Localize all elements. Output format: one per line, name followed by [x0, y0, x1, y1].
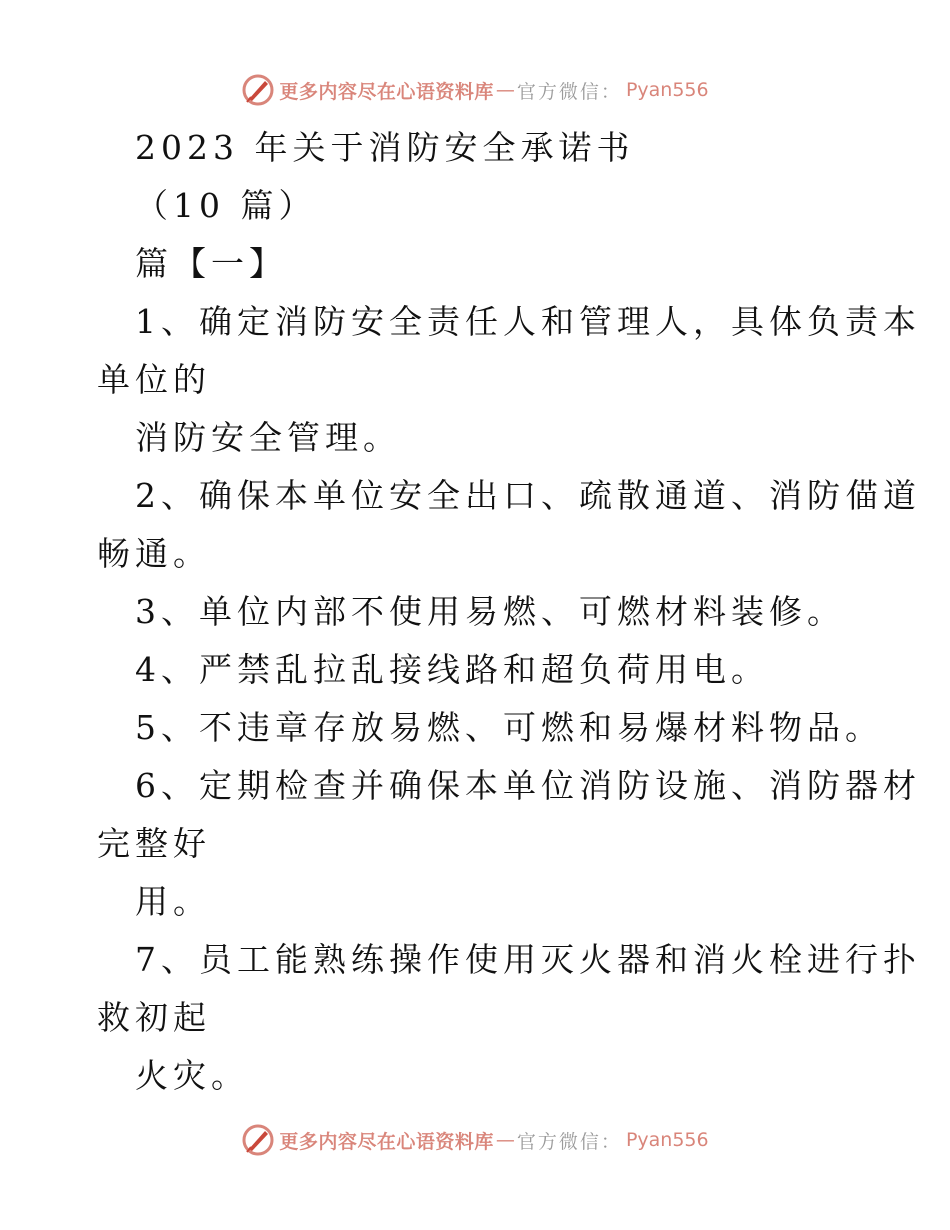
paragraph-line: 单位的	[97, 360, 211, 399]
paragraph-line: 1、确定消防安全责任人和管理人，具体负责本	[135, 302, 921, 341]
paragraph-line: 救初起	[97, 998, 211, 1037]
watermark-wechat-label: 官方微信：	[516, 80, 622, 103]
paragraph-line: 2、确保本单位安全出口、疏散通道、消防㑤道	[135, 476, 921, 515]
paragraph-line: 消防安全管理。	[135, 418, 401, 457]
paragraph-line: 用。	[135, 882, 211, 921]
watermark-separator: —	[495, 79, 515, 101]
watermark-main-text: 更多内容尽在心语资料库	[279, 80, 494, 103]
document-title: 2023 年关于消防安全承诺书	[135, 128, 635, 167]
paragraph-line: 6、定期检查并确保本单位消防设施、消防器材	[135, 766, 921, 805]
watermark-footer	[0, 1120, 950, 1160]
paragraph-line: 畅通。	[97, 534, 211, 573]
watermark-wechat-label: 官方微信：	[516, 1130, 622, 1153]
document-subtitle: （10 篇）	[135, 186, 317, 225]
paragraph-line: 7、员工能熟练操作使用灭火器和消火栓进行扑	[135, 940, 921, 979]
watermark-separator: —	[495, 1129, 515, 1151]
paragraph-line: 5、不违章存放易燃、可燃和易爆材料物品。	[135, 708, 883, 747]
watermark-main-text: 更多内容尽在心语资料库	[279, 1130, 494, 1153]
quill-logo-icon	[241, 1123, 275, 1157]
paragraph-line: 4、严禁乱拉乱接线路和超负荷用电。	[135, 650, 769, 689]
paragraph-line: 完整好	[97, 824, 211, 863]
paragraph-line: 3、单位内部不使用易燃、可燃材料装修。	[135, 592, 845, 631]
paragraph-line: 火灾。	[135, 1056, 249, 1095]
quill-logo-icon	[241, 73, 275, 107]
watermark-wechat-id: Pyan556	[625, 1129, 709, 1151]
section-heading: 篇【一】	[135, 244, 287, 283]
watermark-wechat-id: Pyan556	[625, 79, 709, 101]
watermark-header	[0, 70, 950, 110]
